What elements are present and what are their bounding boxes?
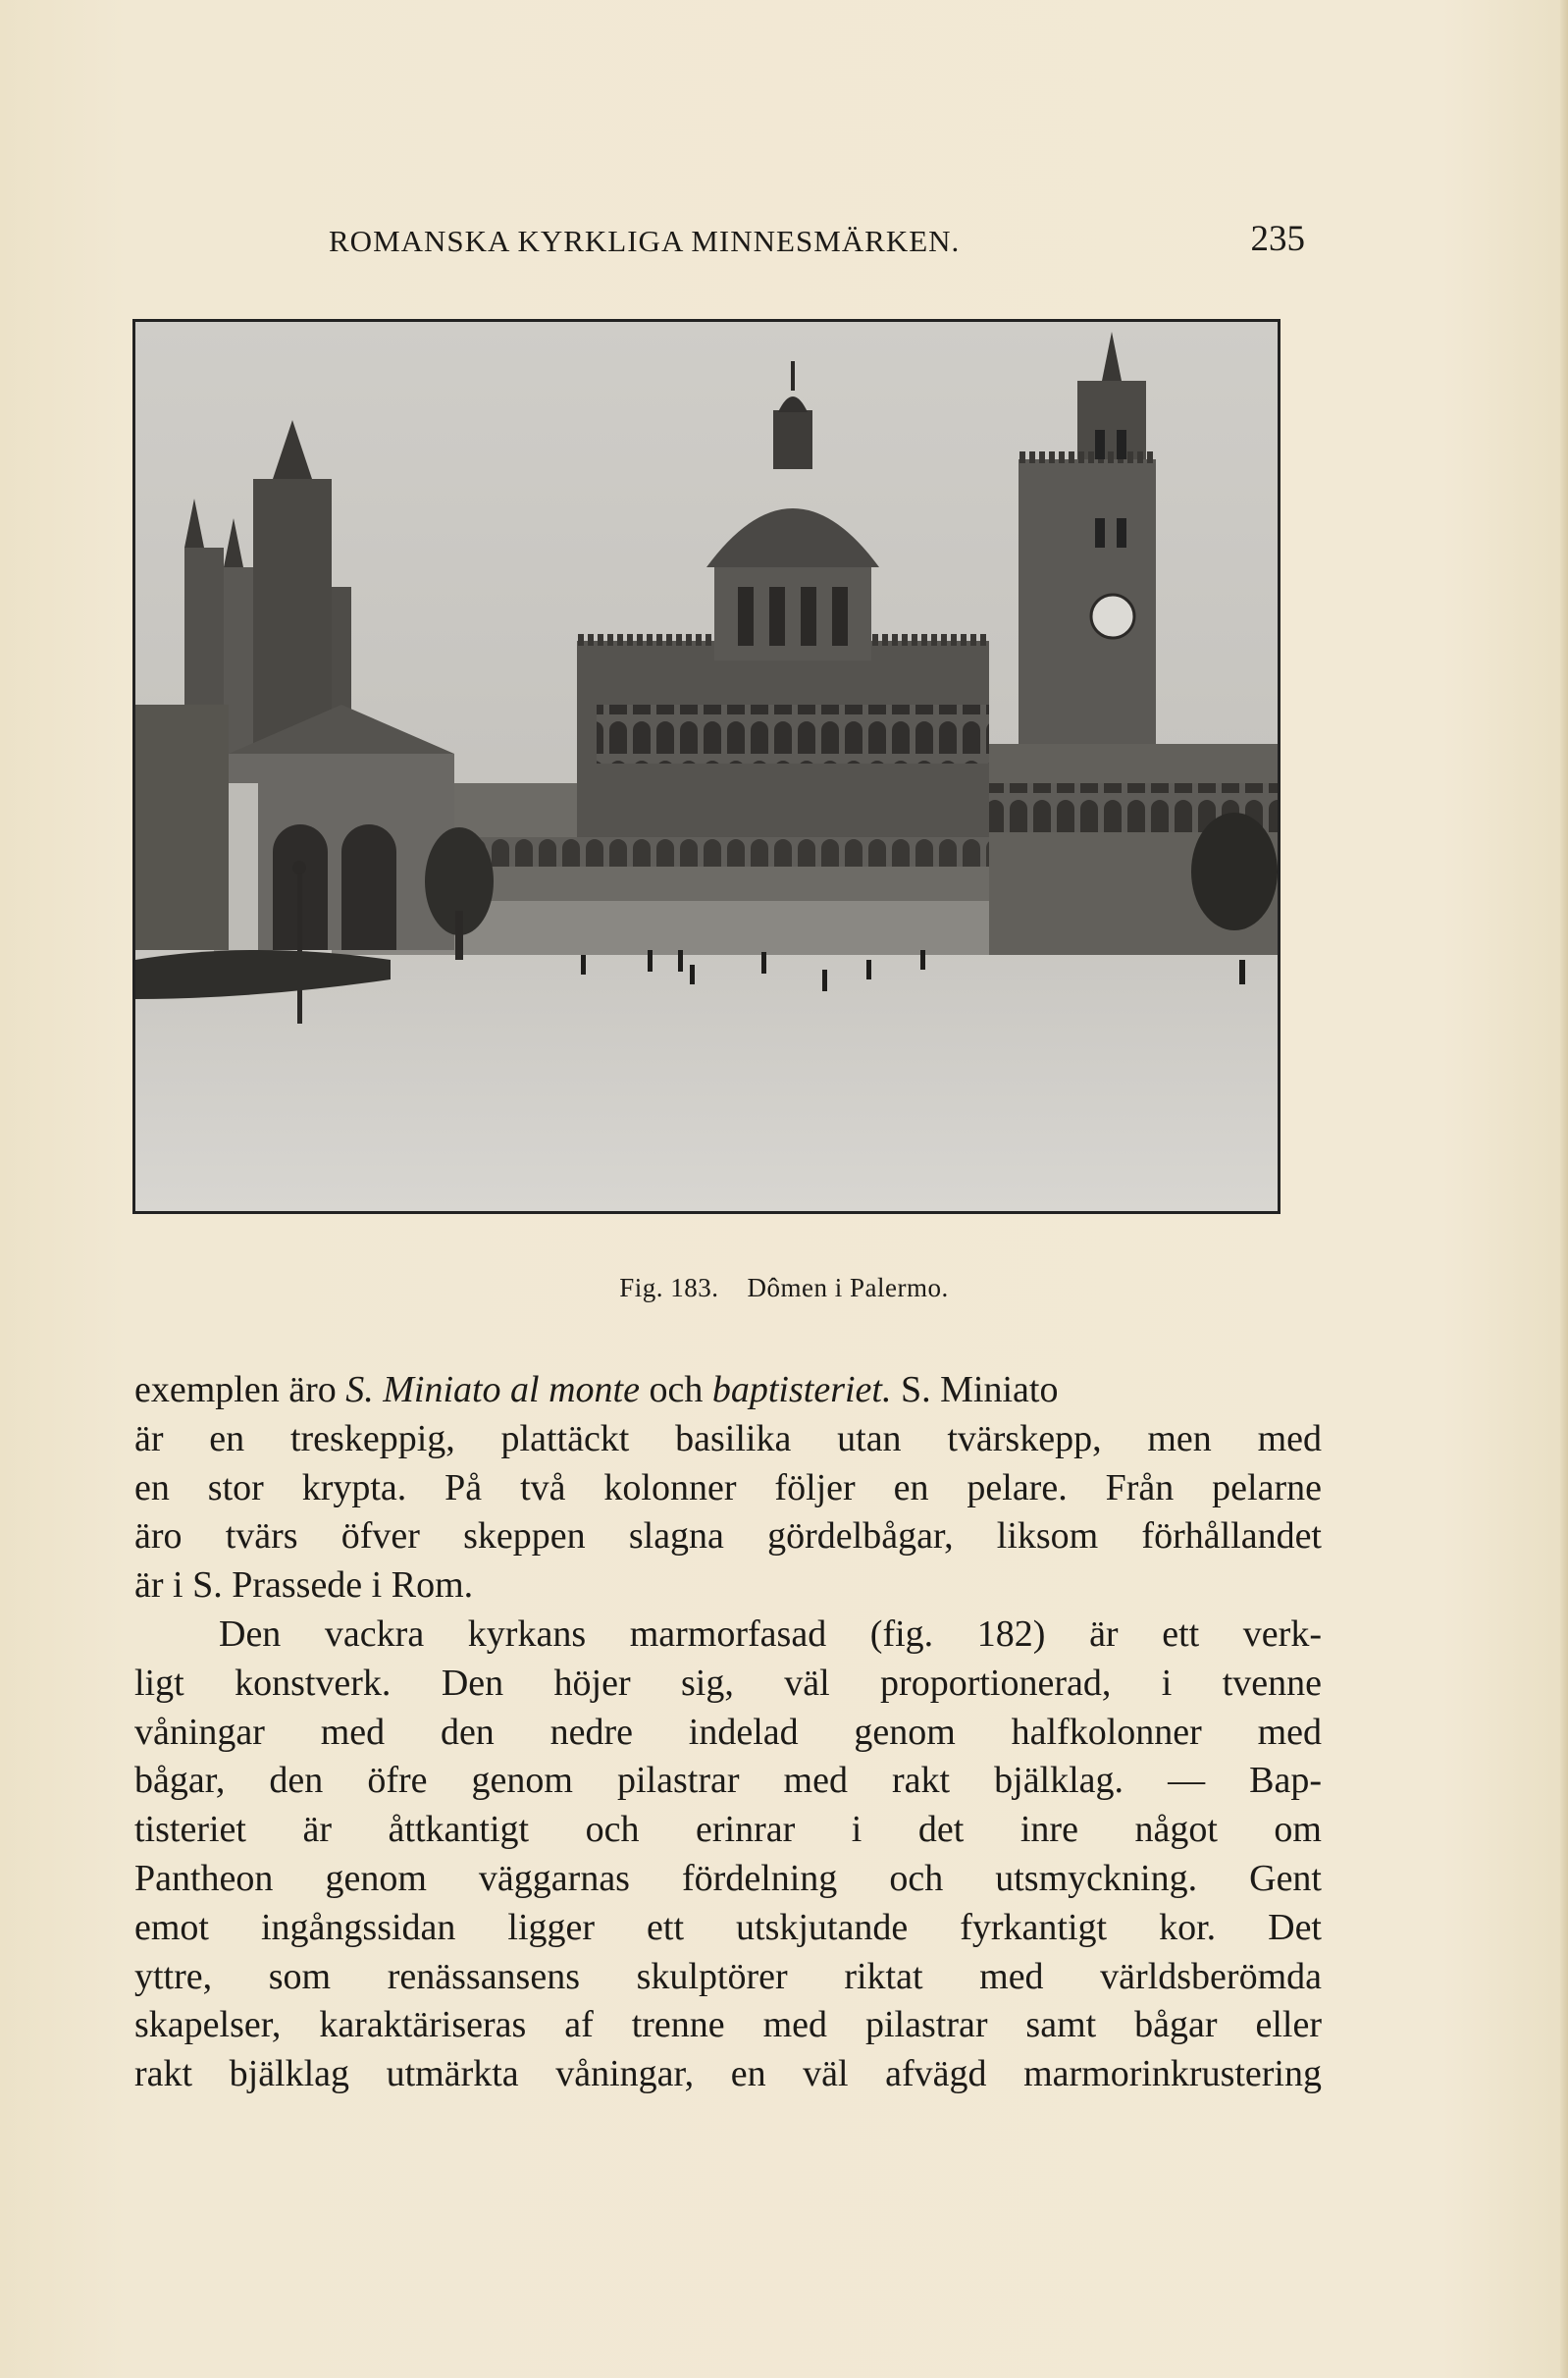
- figure-number: Fig. 183.: [619, 1273, 719, 1302]
- monument: [229, 783, 258, 960]
- text-line: ligt konstverk. Den höjer sig, väl proportionerad, i tvenne: [134, 1662, 1322, 1704]
- figure-person: [761, 952, 766, 974]
- page-header: [329, 218, 1305, 267]
- italic-title: baptisteriet.: [711, 1369, 892, 1410]
- figure-person: [822, 970, 827, 991]
- figure-person: [678, 950, 683, 972]
- figure-person: [648, 950, 653, 972]
- text-line: bågar, den öfre genom pilastrar med rakt bjälklag. — Bap-: [134, 1760, 1322, 1802]
- running-head: ROMANSKA KYRKLIGA MINNESMÄRKEN.: [329, 224, 961, 258]
- text-line: yttre, som renässansens skulptörer riktat med världsberömda: [134, 1955, 1322, 1997]
- tree: [1191, 813, 1278, 930]
- text-line: Pantheon genom väggarnas fördelning och utsmyckning. Gent: [134, 1857, 1322, 1899]
- page-edge: [1560, 0, 1568, 2378]
- figure-caption: [0, 1273, 1568, 1303]
- figure-person: [866, 960, 871, 979]
- text-line: Den vackra kyrkans marmorfasad (fig. 182) är ett verk-: [219, 1612, 1322, 1655]
- figure-person: [1239, 960, 1245, 984]
- cathedral-photograph: [132, 319, 1281, 1214]
- body-text: [134, 1366, 1322, 2099]
- text-line: rakt bjälklag utmärkta våningar, en väl afvägd marmorinkrustering: [134, 2053, 1322, 2095]
- figure-person: [920, 950, 925, 970]
- clock-face: [1091, 595, 1134, 638]
- figure-person: [581, 955, 586, 975]
- page-number: 235: [1250, 219, 1305, 259]
- text-line: exemplen äro S. Miniato al monte och baptisteriet. S. Miniato: [134, 1369, 1059, 1410]
- lamp-post: [297, 872, 302, 1024]
- text-line: är en treskeppig, plattäckt basilika utan tvärskepp, men med: [134, 1417, 1322, 1459]
- text-line: en stor krypta. På två kolonner följer en pelare. Från pelarne: [134, 1466, 1322, 1508]
- text-line: äro tvärs öfver skeppen slagna gördelbågar, liksom förhållandet: [134, 1515, 1322, 1558]
- text-line: tisteriet är åttkantigt och erinrar i det inre något om: [134, 1809, 1322, 1851]
- figure-person: [690, 965, 695, 984]
- text-line: är i S. Prassede i Rom.: [134, 1564, 474, 1607]
- text-line: våningar med den nedre indelad genom halfkolonner med: [134, 1711, 1322, 1753]
- text-line: skapelser, karaktäriseras af trenne med pilastrar samt bågar eller: [134, 2004, 1322, 2046]
- italic-title: S. Miniato al monte: [345, 1369, 640, 1410]
- text-line: emot ingångssidan ligger ett utskjutande fyrkantigt kor. Det: [134, 1906, 1322, 1948]
- figure-title: Dômen i Palermo.: [747, 1273, 949, 1302]
